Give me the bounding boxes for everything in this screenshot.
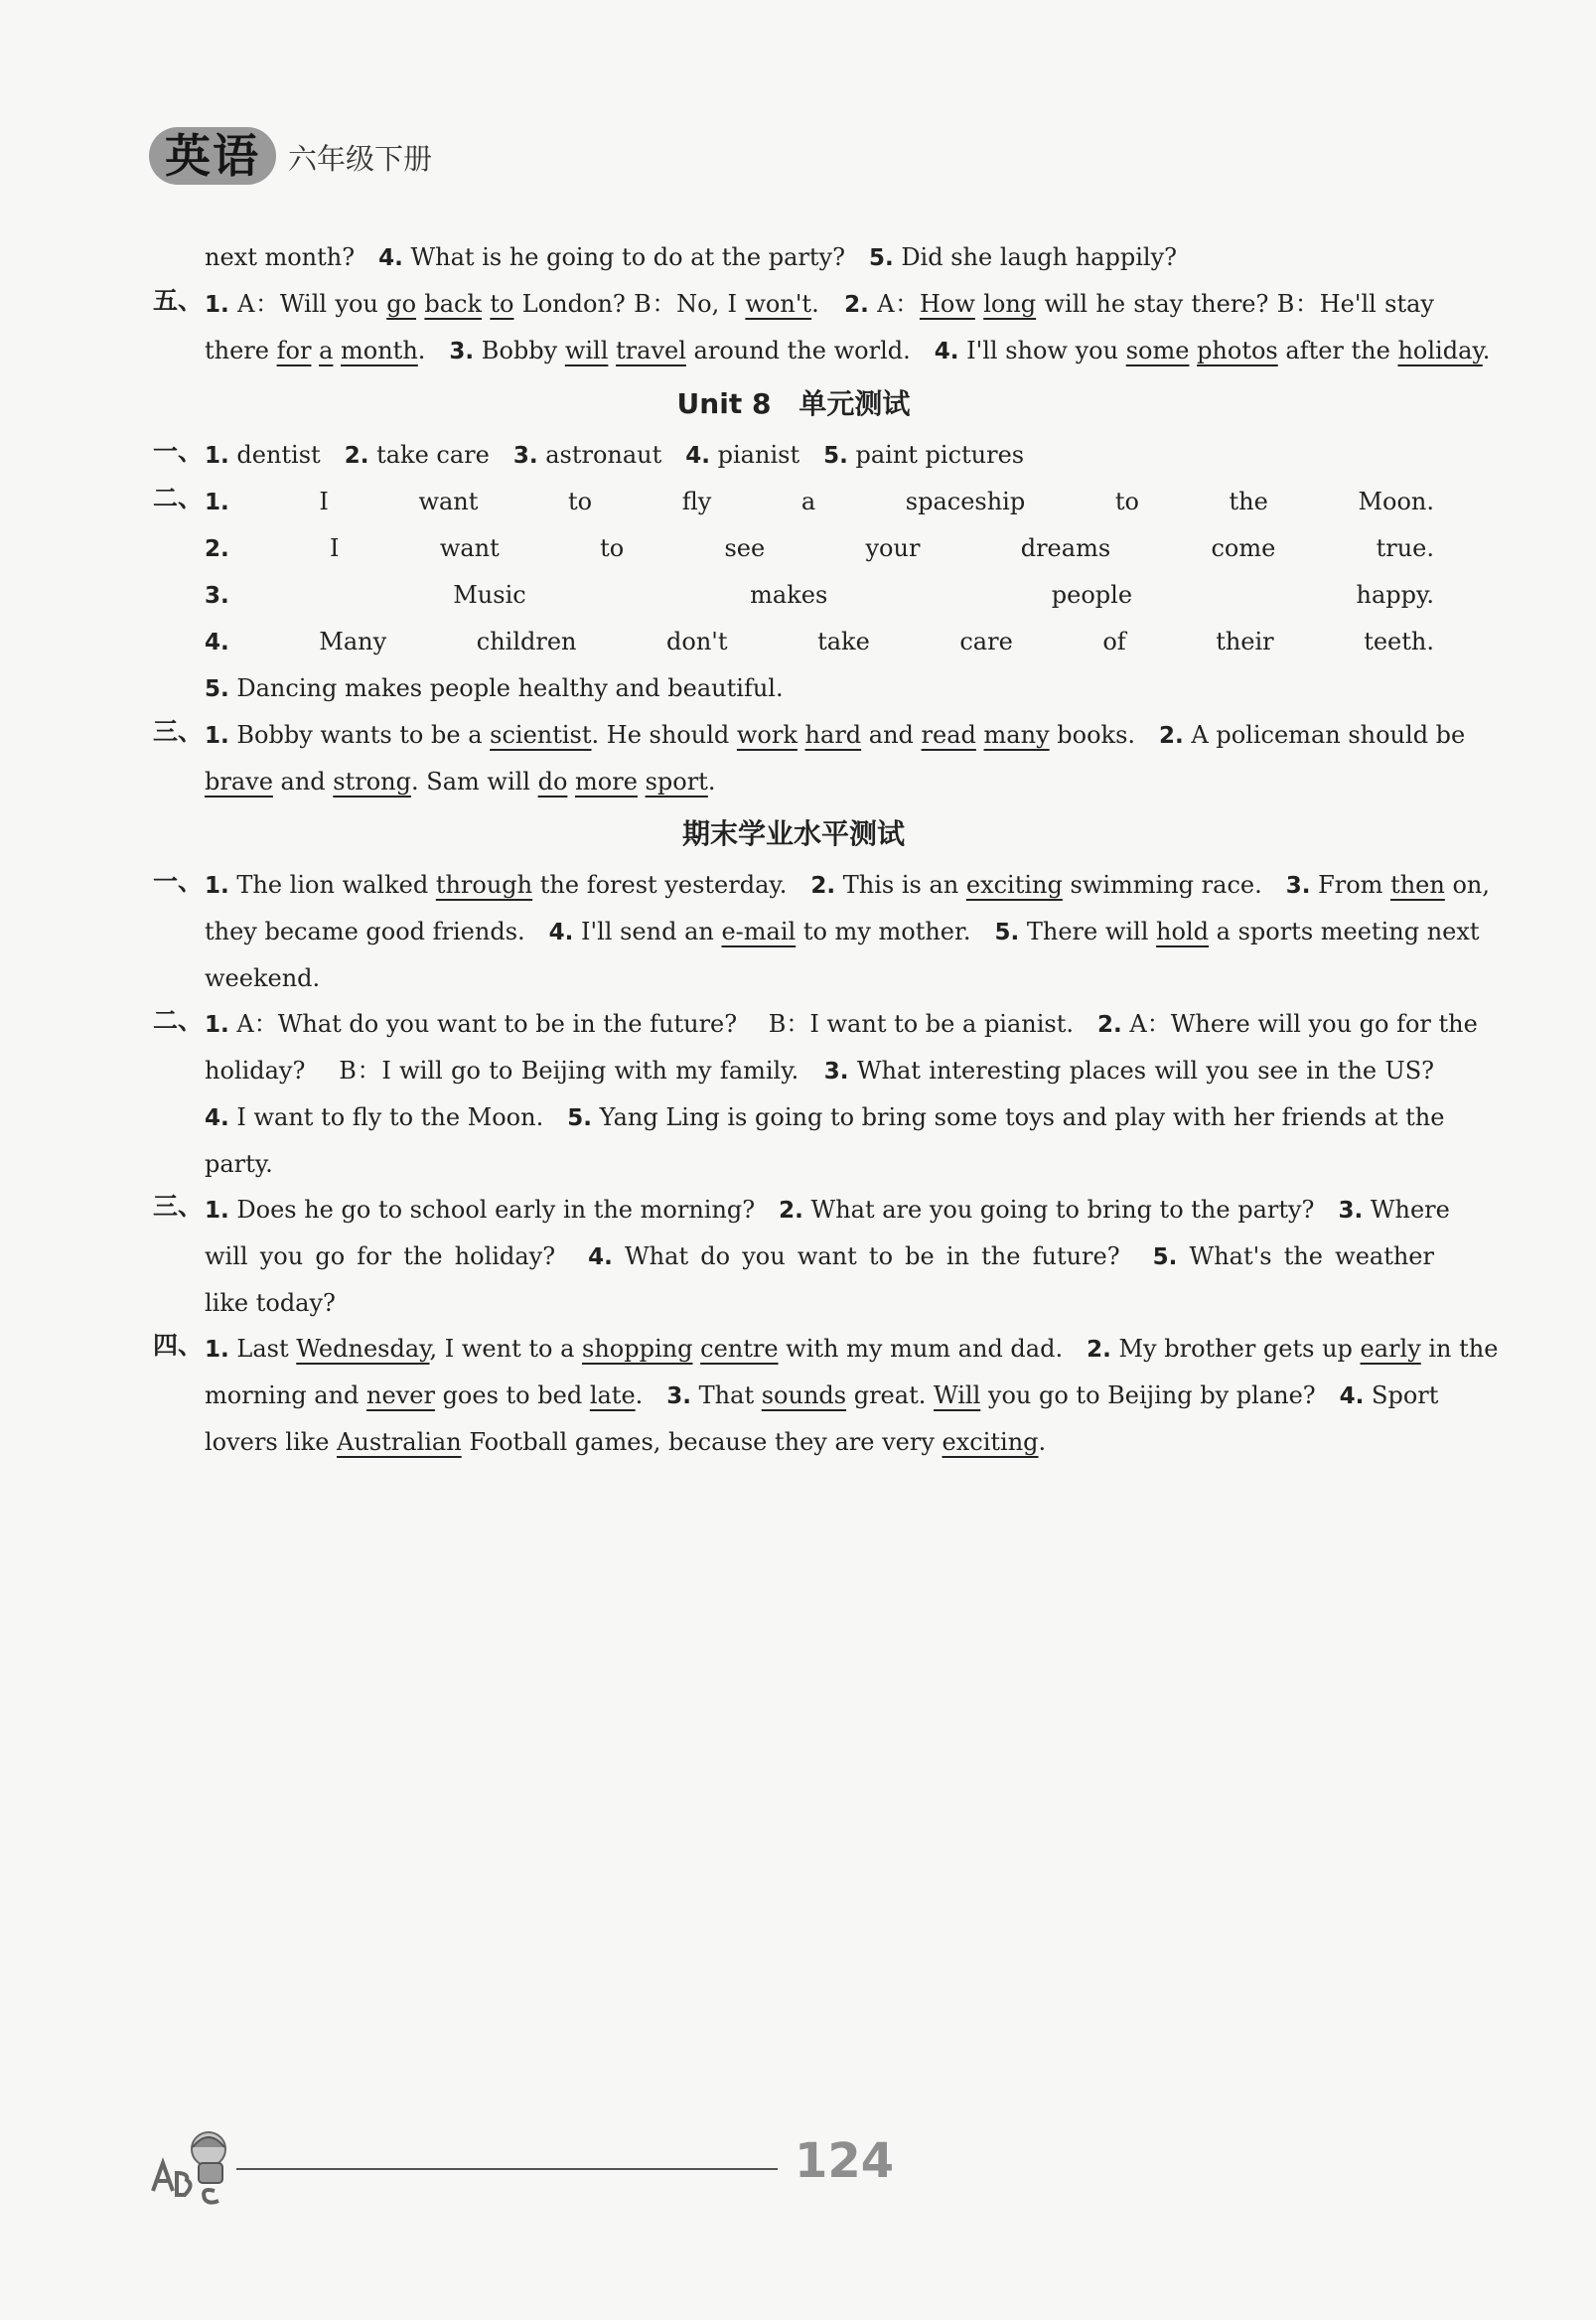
answer-blank: holiday — [1397, 337, 1483, 364]
answer-blank: more — [575, 768, 638, 796]
answer-number: 4. — [548, 920, 574, 945]
answer-text: From — [1310, 871, 1391, 899]
answer-line — [205, 572, 1434, 619]
answer-text: . — [707, 768, 716, 796]
answer-text: to my mother. — [796, 918, 995, 945]
answer-number: 1. — [205, 1198, 229, 1224]
answer-text: There will — [1019, 918, 1157, 945]
answer-text — [1189, 337, 1197, 364]
answer-number: 2. — [1159, 723, 1184, 749]
footer-rule — [236, 2168, 778, 2170]
answer-number: 4. — [685, 443, 711, 469]
answer-text: swimming race. — [1062, 871, 1286, 899]
question-marker: 二、 — [153, 1006, 204, 1035]
answer-text: London? B：No, I — [513, 290, 746, 318]
answer-text: a sports meeting next — [1209, 918, 1480, 945]
answer-blank: never — [366, 1381, 435, 1409]
answer-text: will he stay there? B：He'll stay — [1036, 290, 1434, 318]
answer-text: . Sam will — [411, 768, 538, 796]
answer-number: 3. — [512, 443, 538, 469]
answer-text: What is he going to do at the party? — [402, 243, 869, 271]
answer-number: 4. — [588, 1244, 613, 1270]
answer-text — [333, 337, 341, 364]
answer-text: you go to Beijing by plane? — [980, 1381, 1340, 1409]
answer-text: morning and — [205, 1381, 367, 1409]
answer-line — [205, 1141, 1434, 1187]
answer-number: 1. — [205, 292, 229, 318]
answer-blank: a — [319, 337, 334, 364]
answer-text: party. — [205, 1150, 273, 1178]
grade-label: 六年级下册 — [288, 142, 433, 176]
answer-blank: early — [1360, 1335, 1421, 1363]
answer-number: 3. — [205, 583, 229, 609]
answer-text: A： — [868, 290, 920, 318]
answer-text: astronaut — [537, 441, 686, 469]
answer-blank: hold — [1156, 918, 1209, 945]
answer-text: . He should — [591, 721, 737, 749]
answer-text: Sport — [1364, 1381, 1439, 1409]
answer-group — [153, 862, 1490, 1001]
answer-group — [153, 281, 1491, 374]
answer-blank: read — [921, 721, 976, 749]
answer-group — [153, 1001, 1478, 1187]
answer-text — [311, 337, 319, 364]
answer-text: A policeman should be — [1183, 721, 1466, 749]
answer-number: 3. — [1285, 873, 1311, 899]
answer-number: 3. — [449, 339, 475, 364]
answer-content — [153, 234, 1499, 1465]
answer-number: 1. — [205, 723, 229, 749]
answer-number: 2. — [810, 873, 836, 899]
answer-text — [975, 290, 983, 318]
answer-line — [205, 1187, 1450, 1233]
answer-text: , I went to a — [429, 1335, 583, 1363]
answer-text: . — [417, 337, 450, 364]
answer-line — [205, 759, 1434, 804]
answer-line — [205, 1373, 1439, 1419]
answer-text: like today? — [205, 1289, 336, 1317]
section-title: 期末学业水平测试 — [681, 817, 905, 850]
question-marker: 一、 — [153, 867, 204, 896]
answer-line — [205, 1280, 1434, 1326]
answer-line — [205, 1326, 1499, 1373]
answer-blank: then — [1390, 871, 1445, 899]
answer-text: and — [861, 721, 922, 749]
answer-text — [692, 1335, 700, 1363]
answer-text: A：Where will you go for the — [1121, 1010, 1478, 1038]
answer-number: 4. — [934, 339, 959, 364]
question-marker: 三、 — [153, 1192, 204, 1221]
answer-number: 1. — [205, 1012, 229, 1038]
answer-text — [638, 768, 646, 796]
answer-text: around the world. — [685, 337, 935, 364]
answer-text: . — [811, 290, 845, 318]
answer-text: What interesting places will you see in the US? — [848, 1057, 1435, 1085]
answer-number: 5. — [823, 443, 848, 469]
answer-number: 5. — [994, 920, 1020, 945]
answer-text: My brother gets up — [1110, 1335, 1361, 1363]
answer-line — [205, 862, 1490, 909]
answer-text: will you go for the holiday? — [205, 1242, 589, 1270]
answer-number: 3. — [666, 1383, 692, 1409]
answer-text: Bobby — [474, 337, 565, 364]
answer-blank: photos — [1197, 337, 1278, 364]
answer-text: and — [272, 768, 334, 796]
answer-line — [205, 1094, 1445, 1141]
answer-blank: exciting — [965, 871, 1063, 899]
answer-blank: How — [919, 290, 975, 318]
answer-text — [608, 337, 616, 364]
question-marker: 二、 — [153, 484, 204, 512]
answer-text: Yang Ling is going to bring some toys and play with her friends at the — [591, 1103, 1445, 1131]
answer-blank: Will — [933, 1381, 981, 1409]
answer-text: . — [635, 1381, 667, 1409]
answer-blank: many — [983, 721, 1050, 749]
answer-text: in the — [1420, 1335, 1499, 1363]
answer-number: 5. — [205, 676, 229, 702]
section-title: Unit 8 单元测试 — [676, 387, 911, 420]
answer-text: lovers like — [205, 1428, 338, 1456]
answer-text: take care — [368, 441, 513, 469]
answer-blank: back — [424, 290, 483, 318]
answer-text: Did she laugh happily? — [893, 243, 1177, 271]
answer-blank: some — [1125, 337, 1190, 364]
answer-number: 1. — [205, 1337, 229, 1363]
answer-blank: work — [736, 721, 798, 749]
answer-line — [205, 234, 1434, 281]
abc-kid-icon — [149, 2125, 240, 2205]
answer-text: Last — [228, 1335, 297, 1363]
answer-text: great. — [846, 1381, 934, 1409]
answer-number: 2. — [1097, 1012, 1122, 1038]
answer-number: 4. — [205, 630, 229, 655]
answer-blank: brave — [205, 768, 273, 796]
answer-blank: for — [276, 337, 312, 364]
answer-text: weekend. — [205, 964, 321, 992]
answer-blank: Australian — [337, 1428, 462, 1456]
answer-line — [205, 1419, 1434, 1465]
answer-text: . — [1038, 1428, 1047, 1456]
answer-text: Many children don't take care of their teeth. — [228, 628, 1434, 655]
answer-line — [205, 955, 1434, 1001]
question-marker: 一、 — [153, 437, 204, 466]
answer-line — [205, 1233, 1434, 1280]
answer-blank: will — [564, 337, 609, 364]
answer-text: Does he go to school early in the morning? — [228, 1196, 780, 1224]
answer-line — [205, 619, 1434, 665]
answer-text: What are you going to bring to the party? — [802, 1196, 1339, 1224]
question-marker: 三、 — [153, 717, 204, 746]
answer-number: 1. — [205, 873, 229, 899]
answer-blank: hard — [804, 721, 862, 749]
answer-blank: scientist — [490, 721, 592, 749]
answer-text: Dancing makes people healthy and beautiful. — [228, 674, 784, 702]
answer-group — [153, 1326, 1499, 1465]
answer-text: there — [205, 337, 277, 364]
answer-blank: sounds — [761, 1381, 847, 1409]
answer-number: 5. — [868, 245, 894, 271]
answer-number: 2. — [844, 292, 869, 318]
answer-text: pianist — [710, 441, 824, 469]
answer-text: goes to bed — [434, 1381, 590, 1409]
answer-text — [567, 768, 575, 796]
answer-blank: won't — [745, 290, 812, 318]
answer-text: Where — [1363, 1196, 1450, 1224]
answer-number: 2. — [205, 536, 229, 562]
answer-number: 4. — [1339, 1383, 1365, 1409]
answer-blank: to — [490, 290, 514, 318]
answer-line — [205, 281, 1434, 328]
answer-line — [205, 712, 1466, 759]
answer-text: A：What do you want to be in the future? B：I want to be a pianist. — [228, 1010, 1098, 1038]
answer-blank: sport — [645, 768, 708, 796]
answer-number: 5. — [567, 1105, 592, 1131]
answer-number: 5. — [1152, 1244, 1178, 1270]
answer-line — [205, 328, 1491, 374]
answer-line — [205, 525, 1434, 572]
answer-text: . — [1482, 337, 1491, 364]
answer-text: I want to fly a spaceship to the Moon. — [228, 488, 1434, 515]
answer-blank: strong — [333, 768, 411, 796]
answer-number: 2. — [779, 1198, 803, 1224]
answer-text: with my mum and dad. — [778, 1335, 1088, 1363]
answer-number: 1. — [205, 490, 229, 515]
answer-text: The lion walked — [228, 871, 436, 899]
answer-text: Football games, because they are very — [461, 1428, 943, 1456]
answer-blank: through — [435, 871, 533, 899]
answer-group — [153, 432, 1434, 479]
answer-number: 2. — [1087, 1337, 1111, 1363]
answer-line — [205, 1001, 1478, 1048]
page-header — [149, 127, 507, 197]
answer-number: 3. — [823, 1059, 849, 1085]
answer-number: 1. — [205, 443, 229, 469]
answer-text: I want to see your dreams come true. — [228, 534, 1434, 562]
answer-number: 2. — [344, 443, 369, 469]
answer-blank: shopping — [582, 1335, 693, 1363]
answer-text: next month? — [205, 243, 379, 271]
answer-blank: centre — [700, 1335, 779, 1363]
answer-text: This is an — [835, 871, 966, 899]
answer-blank: Wednesday — [296, 1335, 430, 1363]
question-marker: 五、 — [153, 286, 204, 315]
answer-blank: late — [589, 1381, 636, 1409]
answer-text: That — [691, 1381, 762, 1409]
answer-text: Music makes people happy. — [228, 581, 1434, 609]
answer-text: Bobby wants to be a — [228, 721, 491, 749]
answer-blank: do — [537, 768, 568, 796]
answer-group — [153, 1187, 1450, 1326]
answer-line — [205, 1048, 1434, 1094]
subject-badge: 英语 — [149, 127, 276, 185]
answer-text: after the — [1277, 337, 1398, 364]
answer-text: What do you want to be in the future? — [612, 1242, 1153, 1270]
answer-text: paint pictures — [847, 441, 1025, 469]
answer-blank: exciting — [942, 1428, 1039, 1456]
answer-text: on, — [1444, 871, 1490, 899]
answer-text: dentist — [228, 441, 345, 469]
answer-blank: go — [386, 290, 417, 318]
answer-number: 4. — [378, 245, 403, 271]
answer-text: they became good friends. — [205, 918, 549, 945]
answer-number: 4. — [205, 1105, 229, 1131]
answer-text: the forest yesterday. — [532, 871, 811, 899]
question-marker: 四、 — [153, 1331, 204, 1360]
answer-text: I'll send an — [573, 918, 722, 945]
answer-blank: long — [983, 290, 1037, 318]
answer-group — [153, 234, 1434, 281]
answer-text: What's the weather — [1177, 1242, 1434, 1270]
answer-blank: month — [341, 337, 418, 364]
answer-line — [205, 909, 1480, 955]
answer-line — [205, 479, 1434, 525]
answer-text: books. — [1049, 721, 1160, 749]
page-number: 124 — [795, 2133, 895, 2189]
answer-text — [976, 721, 984, 749]
answer-blank: e-mail — [721, 918, 797, 945]
answer-text: I'll show you — [958, 337, 1126, 364]
answer-group — [153, 479, 1434, 712]
answer-line — [205, 665, 1434, 712]
answer-text: A：Will you — [228, 290, 387, 318]
answer-line — [205, 432, 1434, 479]
answer-text: I want to fly to the Moon. — [228, 1103, 568, 1131]
answer-text: holiday? B：I will go to Beijing with my family. — [205, 1057, 824, 1085]
answer-text — [798, 721, 805, 749]
answer-group — [153, 712, 1466, 804]
answer-blank: travel — [616, 337, 686, 364]
answer-number: 3. — [1338, 1198, 1364, 1224]
